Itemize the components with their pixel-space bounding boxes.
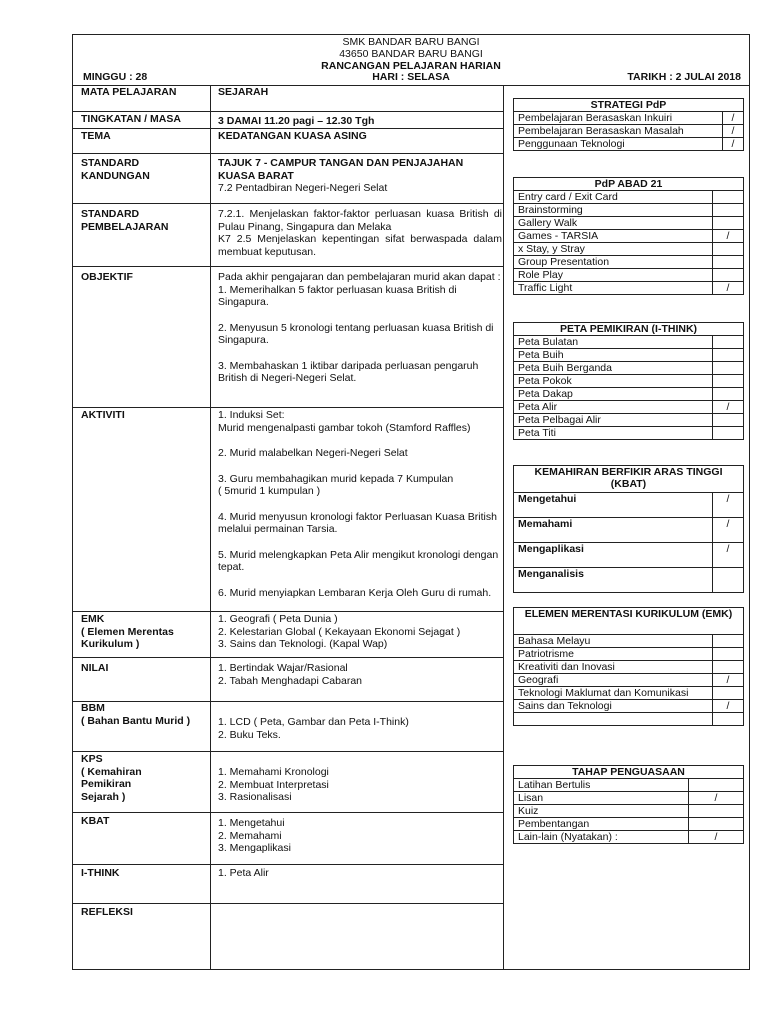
kps-label-4: Sejarah ) xyxy=(81,790,126,803)
objective-label: OBJEKTIF xyxy=(81,271,133,283)
emk-label-1: EMK xyxy=(81,613,105,625)
ithink-item: Peta Pelbagai Alir xyxy=(514,414,713,427)
emk-item: Sains dan Teknologi xyxy=(514,700,713,713)
objective-value xyxy=(218,271,502,385)
abad21-item: x Stay, y Stray xyxy=(514,243,713,256)
abad21-mark xyxy=(713,191,744,204)
abad21-item: Gallery Walk xyxy=(514,217,713,230)
school-address: 43650 BANDAR BARU BANGI xyxy=(339,48,483,60)
abad21-item: Traffic Light xyxy=(514,282,713,295)
emk-item: Patriotrisme xyxy=(514,648,713,661)
row-line xyxy=(73,153,503,154)
abad21-mark xyxy=(713,256,744,269)
ithink-mark xyxy=(713,349,744,362)
emk-mark: / xyxy=(713,700,744,713)
row-line xyxy=(73,864,503,865)
objective-2: 2. Menyusun 5 kronologi tentang perluasan kuasa British di Singapura. xyxy=(218,321,494,346)
day-label: HARI : SELASA xyxy=(372,71,450,83)
topic-sub: 7.2 Pentadbiran Negeri-Negeri Selat xyxy=(218,182,388,194)
content-standard-label-2: KANDUNGAN xyxy=(81,169,150,182)
level-value: 3 DAMAI 11.20 pagi – 12.30 Tgh xyxy=(218,115,375,127)
emk-value xyxy=(218,613,502,651)
abad21-item: Brainstorming xyxy=(514,204,713,217)
emk-item: Teknologi Maklumat dan Komunikasi xyxy=(514,687,713,700)
nilai-1: 1. Bertindak Wajar/Rasional xyxy=(218,662,348,674)
row-line xyxy=(73,203,503,204)
ithink-item: Peta Pokok xyxy=(514,375,713,388)
strategi-item: Penggunaan Teknologi xyxy=(514,138,723,151)
kbat-mark: / xyxy=(713,543,744,568)
refleksi-label: REFLEKSI xyxy=(81,906,133,918)
activity-4: 4. Murid menyusun kronologi faktor Perluasan Kuasa British melalui permainan Tarsia. xyxy=(218,510,497,535)
strategi-mark: / xyxy=(723,125,744,138)
objective-1: 1. Memerihalkan 5 faktor perluasan kuasa British di Singapura. xyxy=(218,283,457,308)
kbat-table xyxy=(513,465,744,593)
activity-3b: ( 5murid 1 kumpulan ) xyxy=(218,485,321,497)
week-label: MINGGU : 28 xyxy=(83,71,148,83)
strategi-item: Pembelajaran Berasaskan Masalah xyxy=(514,125,723,138)
abad21-mark xyxy=(713,204,744,217)
learning-standard-label-2: PEMBELAJARAN xyxy=(81,220,169,233)
emk-3: 3. Sains dan Teknologi. (Kapal Wap) xyxy=(218,638,388,650)
abad21-mark xyxy=(713,217,744,230)
strategi-mark: / xyxy=(723,112,744,125)
content-standard-label xyxy=(81,157,209,182)
ithink-item: Peta Buih xyxy=(514,349,713,362)
kps-label-3: Pemikiran xyxy=(81,778,132,790)
tahap-item: Lain-lain (Nyatakan) : xyxy=(514,831,689,844)
objective-3: 3. Membahaskan 1 iktibar daripada perluasan pengaruh British di Negeri-Negeri Selat. xyxy=(218,359,479,384)
kbat-mark: / xyxy=(713,518,744,543)
activity-2: 2. Murid malabelkan Negeri-Negeri Selat xyxy=(218,447,408,459)
content-standard-label-1: STANDARD xyxy=(81,157,140,169)
kps-1: 1. Memahami Kronologi xyxy=(218,766,329,778)
activity-1b: Murid mengenalpasti gambar tokoh (Stamford Raffles) xyxy=(218,421,471,434)
bbm-label xyxy=(81,702,209,727)
ithink-mark xyxy=(713,362,744,375)
emk-mark xyxy=(713,661,744,674)
tahap-mark: / xyxy=(689,792,744,805)
kps-label-1: KPS xyxy=(81,753,103,765)
ithink-mark xyxy=(713,414,744,427)
bbm-label-2: ( Bahan Bantu Murid ) xyxy=(81,714,191,727)
activity-label: AKTIVITI xyxy=(81,409,125,421)
abad21-mark: / xyxy=(713,230,744,243)
ithink-table xyxy=(513,322,744,440)
tahap-mark xyxy=(689,779,744,792)
emk-mark xyxy=(713,635,744,648)
abad21-mark xyxy=(713,269,744,282)
ithink-mark xyxy=(713,336,744,349)
nilai-2: 2. Tabah Menghadapi Cabaran xyxy=(218,674,363,687)
emk-mark xyxy=(713,648,744,661)
col-divider-1 xyxy=(210,85,211,969)
kbat-mark xyxy=(713,568,744,593)
emk-item: Bahasa Melayu xyxy=(514,635,713,648)
subject-value: SEJARAH xyxy=(218,86,269,98)
abad21-mark xyxy=(713,243,744,256)
learning-standard-label-1: STANDARD xyxy=(81,208,140,220)
emk-label-2: ( Elemen Merentas xyxy=(81,625,174,638)
emk-mark: / xyxy=(713,674,744,687)
plan-title: RANCANGAN PELAJARAN HARIAN xyxy=(321,60,501,72)
bbm-1: 1. LCD ( Peta, Gambar dan Peta I-Think) xyxy=(218,716,409,728)
activity-5: 5. Murid melengkapkan Peta Alir mengikut kronologi dengan tepat. xyxy=(218,548,499,573)
ithink-item: Peta Dakap xyxy=(514,388,713,401)
emk-side-title: ELEMEN MERENTASI KURIKULUM (EMK) xyxy=(514,608,744,635)
ithink-title: PETA PEMIKIRAN (I-THINK) xyxy=(514,323,744,336)
emk-item: Geografi xyxy=(514,674,713,687)
ithink-label: I-THINK xyxy=(81,867,120,879)
kps-3: 3. Rasionalisasi xyxy=(218,791,292,803)
lesson-plan-page xyxy=(72,34,750,970)
row-line xyxy=(73,751,503,752)
school-name: SMK BANDAR BARU BANGI xyxy=(342,36,480,48)
tahap-item: Pembentangan xyxy=(514,818,689,831)
ithink-item: Peta Bulatan xyxy=(514,336,713,349)
row-line xyxy=(73,611,503,612)
subject-label: MATA PELAJARAN xyxy=(81,86,177,98)
bbm-label-1: BBM xyxy=(81,702,105,714)
tahap-mark xyxy=(689,805,744,818)
activity-3: 3. Guru membahagikan murid kepada 7 Kumpulan xyxy=(218,472,454,485)
kbat-title: KEMAHIRAN BERFIKIR ARAS TINGGI (KBAT) xyxy=(514,466,744,493)
ithink-item: Peta Titi xyxy=(514,427,713,440)
tahap-item: Latihan Bertulis xyxy=(514,779,689,792)
strategi-mark: / xyxy=(723,138,744,151)
bbm-2: 2. Buku Teks. xyxy=(218,728,281,741)
ithink-mark xyxy=(713,388,744,401)
tahap-mark xyxy=(689,818,744,831)
emk-mark xyxy=(713,713,744,726)
ithink-item: Peta Alir xyxy=(514,401,713,414)
topic-line-1: TAJUK 7 - CAMPUR TANGAN DAN PENJAJAHAN xyxy=(218,157,464,169)
abad21-table xyxy=(513,177,744,295)
theme-value: KEDATANGAN KUASA ASING xyxy=(218,130,367,142)
abad21-item: Games - TARSIA xyxy=(514,230,713,243)
kps-label xyxy=(81,753,209,803)
ithink-mark xyxy=(713,375,744,388)
row-line xyxy=(73,657,503,658)
tahap-table xyxy=(513,765,744,844)
emk-2: 2. Kelestarian Global ( Kekayaan Ekonomi Sejagat ) xyxy=(218,625,461,638)
kps-value xyxy=(218,766,502,804)
abad21-item: Entry card / Exit Card xyxy=(514,191,713,204)
emk-label xyxy=(81,613,209,651)
row-line xyxy=(73,128,503,129)
kps-label-2: ( Kemahiran xyxy=(81,765,142,778)
strategi-item: Pembelajaran Berasaskan Inkuiri xyxy=(514,112,723,125)
learning-standard-line-1: 7.2.1. Menjelaskan faktor-faktor perluasan kuasa British di Pulau Pinang, Singapura dan Melaka xyxy=(218,208,502,233)
objective-intro: Pada akhir pengajaran dan pembelajaran murid akan dapat : xyxy=(218,271,501,283)
learning-standard-label xyxy=(81,208,209,233)
kbat-1: 1. Mengetahui xyxy=(218,817,285,829)
emk-1: 1. Geografi ( Peta Dunia ) xyxy=(218,613,338,625)
col-divider-2 xyxy=(503,85,504,969)
row-line xyxy=(73,407,503,408)
tahap-item: Lisan xyxy=(514,792,689,805)
nilai-label: NILAI xyxy=(81,662,109,674)
activity-value xyxy=(218,409,502,599)
abad21-title: PdP ABAD 21 xyxy=(514,178,744,191)
kbat-item: Memahami xyxy=(514,518,713,543)
learning-standard-line-2: K7 2.5 Menjelaskan kepentingan sifat berwaspada dalam membuat keputusan. xyxy=(218,233,502,258)
emk-label-3: Kurikulum ) xyxy=(81,638,140,650)
learning-standard-value xyxy=(218,208,502,258)
ithink-value: 1. Peta Alir xyxy=(218,867,269,879)
emk-item: Kreativiti dan Inovasi xyxy=(514,661,713,674)
kbat-item: Mengaplikasi xyxy=(514,543,713,568)
kbat-item: Mengetahui xyxy=(514,493,713,518)
row-line xyxy=(73,111,503,112)
topic-line-2: KUASA BARAT xyxy=(218,169,294,182)
ithink-item: Peta Buih Berganda xyxy=(514,362,713,375)
tahap-item: Kuiz xyxy=(514,805,689,818)
nilai-value xyxy=(218,662,502,687)
kbat-3: 3. Mengaplikasi xyxy=(218,842,291,854)
tahap-title: TAHAP PENGUASAAN xyxy=(514,766,744,779)
row-line xyxy=(73,903,503,904)
abad21-item: Group Presentation xyxy=(514,256,713,269)
header xyxy=(73,35,749,86)
kbat-value xyxy=(218,817,502,855)
bbm-value xyxy=(218,716,502,741)
row-line xyxy=(73,812,503,813)
ithink-mark: / xyxy=(713,401,744,414)
emk-mark xyxy=(713,687,744,700)
kbat-mark: / xyxy=(713,493,744,518)
theme-label: TEMA xyxy=(81,130,111,142)
tahap-mark: / xyxy=(689,831,744,844)
ithink-mark xyxy=(713,427,744,440)
activity-1: 1. Induksi Set: xyxy=(218,409,285,421)
abad21-item: Role Play xyxy=(514,269,713,282)
strategi-table xyxy=(513,98,744,151)
level-label: TINGKATAN / MASA xyxy=(81,113,181,125)
content-standard-value xyxy=(218,157,502,195)
abad21-mark: / xyxy=(713,282,744,295)
emk-item xyxy=(514,713,713,726)
activity-6: 6. Murid menyiapkan Lembaran Kerja Oleh Guru di rumah. xyxy=(218,586,492,599)
emk-table xyxy=(513,607,744,726)
kbat-2: 2. Memahami xyxy=(218,829,282,842)
kbat-label: KBAT xyxy=(81,815,110,827)
date-label: TARIKH : 2 JULAI 2018 xyxy=(627,71,741,83)
row-line xyxy=(73,266,503,267)
kps-2: 2. Membuat Interpretasi xyxy=(218,778,329,791)
kbat-item: Menganalisis xyxy=(514,568,713,593)
strategi-title: STRATEGI PdP xyxy=(514,99,744,112)
